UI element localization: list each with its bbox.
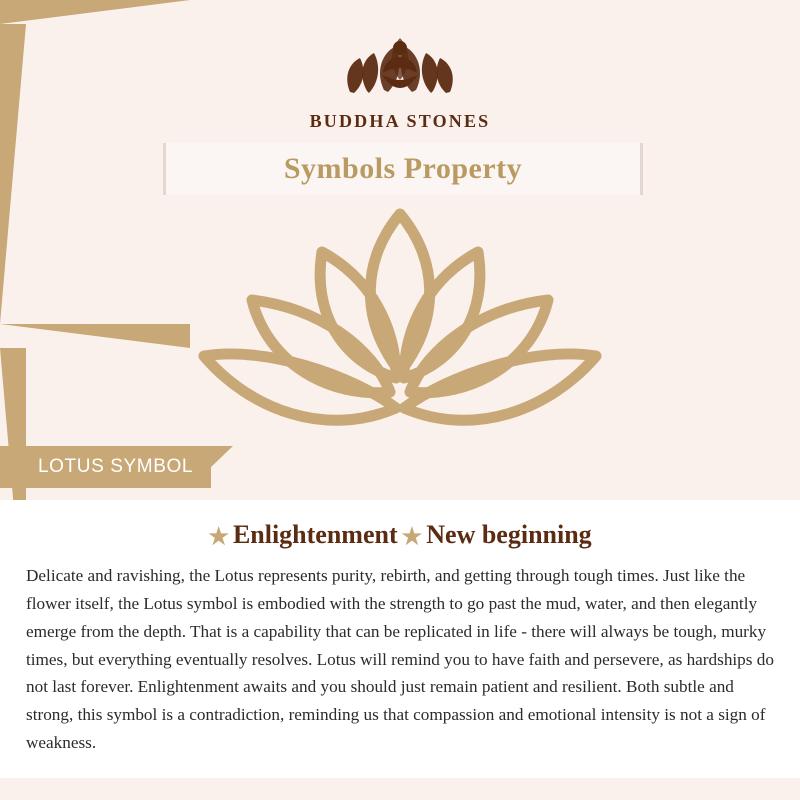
corner-decoration-top-right — [0, 324, 190, 348]
description-paragraph: Delicate and ravishing, the Lotus represents purity, rebirth, and getting through tough times. Just like the flower itself, the Lotus symbol is embodied with the strength to go past the mud, water, and then elegantly emerge from the depth. That is a capability that can be replicated in life - there will always be tough, murky times, but everything eventually resolves. Lotus will remind you to have faith and persevere, as hardships do not last forever. Enlightenment awaits and you should just remain patient and resilient. Both subtle and strong, this symbol is a contradiction, reminding us that compassion and emotional intensity is not a sign of weakness. — [26, 566, 774, 753]
footer-band — [0, 778, 800, 800]
brand-name: BUDDHA STONES — [309, 111, 491, 131]
page-title: Symbols Property — [283, 152, 523, 185]
headline-new-beginning: New beginning — [426, 520, 592, 549]
brand-header — [0, 18, 800, 132]
lotus-meditation-logo-icon — [0, 18, 800, 109]
description-panel — [0, 500, 800, 778]
headline-enlightenment: Enlightenment — [232, 520, 398, 549]
lotus-symbol-ribbon — [0, 446, 233, 488]
star-icon-left: ★ — [208, 523, 229, 549]
ribbon-body — [0, 446, 211, 488]
headline — [0, 520, 800, 550]
lotus-flower-icon — [190, 196, 610, 496]
title-banner — [163, 143, 643, 195]
star-icon-right: ★ — [401, 523, 423, 549]
ribbon-label: LOTUS SYMBOL — [38, 456, 194, 477]
ribbon-tail — [211, 446, 233, 488]
